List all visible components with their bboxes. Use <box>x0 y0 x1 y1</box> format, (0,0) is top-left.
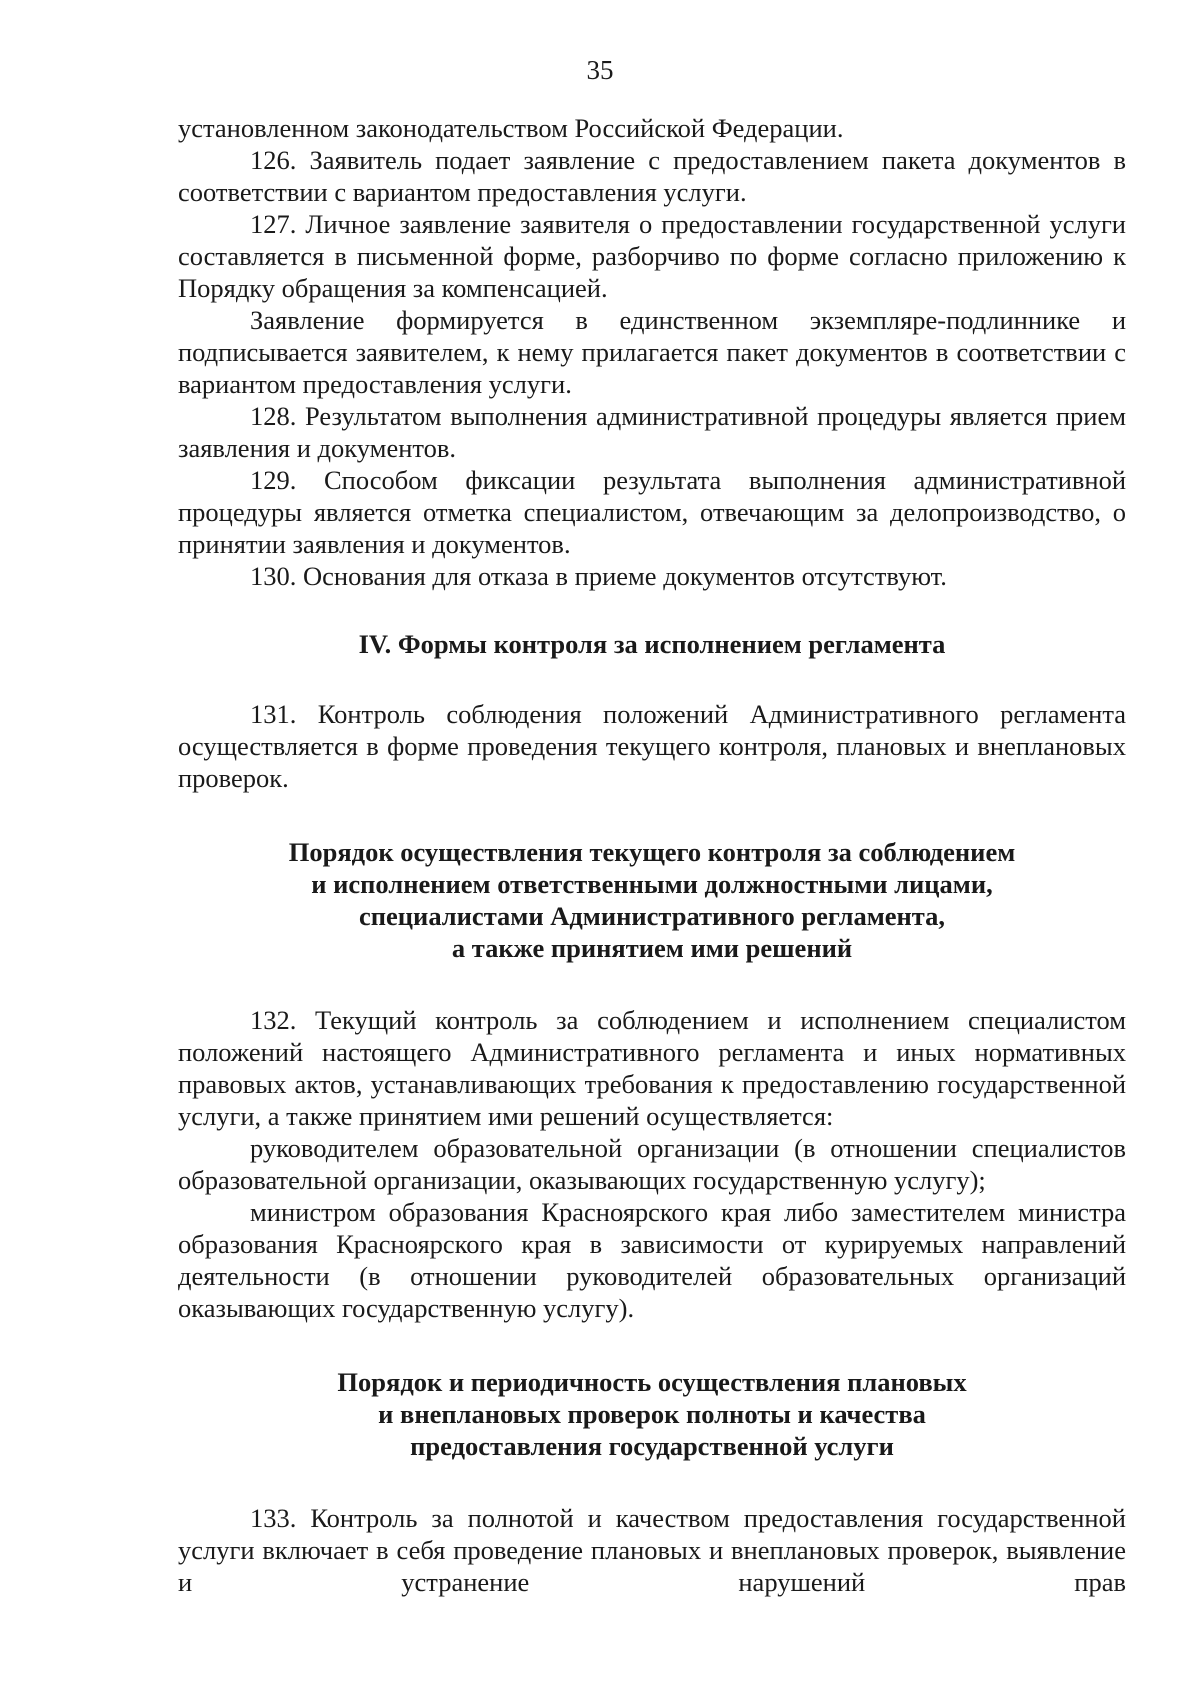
paragraph-132: 132. Текущий контроль за соблюдением и исполнением специалистом положений настоящего Административного регламента и иных нормативных правовых актов, устанавливающих требования к предоставлению государственной услуги, а также принятием ими решений осуществляется: <box>178 1005 1126 1131</box>
subsection-heading-current-control <box>178 836 1126 964</box>
paragraph-continuation: установленном законодательством Российской Федерации. <box>178 113 844 143</box>
paragraph-132-minister: министром образования Красноярского края либо заместителем министра образования Красноярского края в зависимости от курируемых направлений деятельности (в отношении руководителей образовательных организаций оказывающих государственную услугу). <box>178 1197 1126 1323</box>
heading-line: предоставления государственной услуги <box>410 1431 894 1461</box>
section-heading-iv: IV. Формы контроля за исполнением регламента <box>358 629 946 659</box>
spacer <box>178 1324 1126 1366</box>
paragraph-128: 128. Результатом выполнения административной процедуры является прием заявления и документов. <box>178 401 1126 463</box>
subsection-heading-inspections <box>178 1366 1126 1462</box>
page-number: 35 <box>586 55 614 85</box>
paragraph-133: 133. Контроль за полнотой и качеством предоставления государственной услуги включает в себя проведение плановых и внеплановых проверок, выявление и устранение нарушений прав <box>178 1503 1126 1597</box>
spacer <box>178 660 1126 698</box>
paragraph-131: 131. Контроль соблюдения положений Административного регламента осуществляется в форме проведения текущего контроля, плановых и внеплановых проверок. <box>178 699 1126 793</box>
heading-line: и исполнением ответственными должностными лицами, <box>311 869 993 899</box>
heading-line: специалистами Административного регламента, <box>358 901 945 931</box>
paragraph-129: 129. Способом фиксации результата выполнения административной процедуры является отметка специалистом, отвечающим за делопроизводство, о принятии заявления и документов. <box>178 465 1126 559</box>
heading-line: а также принятием ими решений <box>451 933 853 963</box>
spacer <box>178 592 1126 628</box>
heading-line: и внеплановых проверок полноты и качества <box>378 1399 926 1429</box>
paragraph-127-statement: Заявление формируется в единственном экземпляре-подлиннике и подписывается заявителем, к нему прилагается пакет документов в соответствии с вариантом предоставления услуги. <box>178 305 1126 399</box>
spacer <box>178 964 1126 1004</box>
paragraph-130: 130. Основания для отказа в приеме документов отсутствуют. <box>250 561 947 591</box>
heading-line: Порядок осуществления текущего контроля за соблюдением <box>288 837 1016 867</box>
spacer <box>178 794 1126 836</box>
spacer <box>178 1462 1126 1502</box>
paragraph-132-head-of-organization: руководителем образовательной организации (в отношении специалистов образовательной организации, оказывающих государственную услугу); <box>178 1133 1126 1195</box>
document-body <box>178 112 1126 1598</box>
paragraph-126: 126. Заявитель подает заявление с предоставлением пакета документов в соответствии с вариантом предоставления услуги. <box>178 145 1126 207</box>
heading-line: Порядок и периодичность осуществления плановых <box>337 1367 967 1397</box>
paragraph-127: 127. Личное заявление заявителя о предоставлении государственной услуги составляется в письменной форме, разборчиво по форме согласно приложению к Порядку обращения за компенсацией. <box>178 209 1126 303</box>
